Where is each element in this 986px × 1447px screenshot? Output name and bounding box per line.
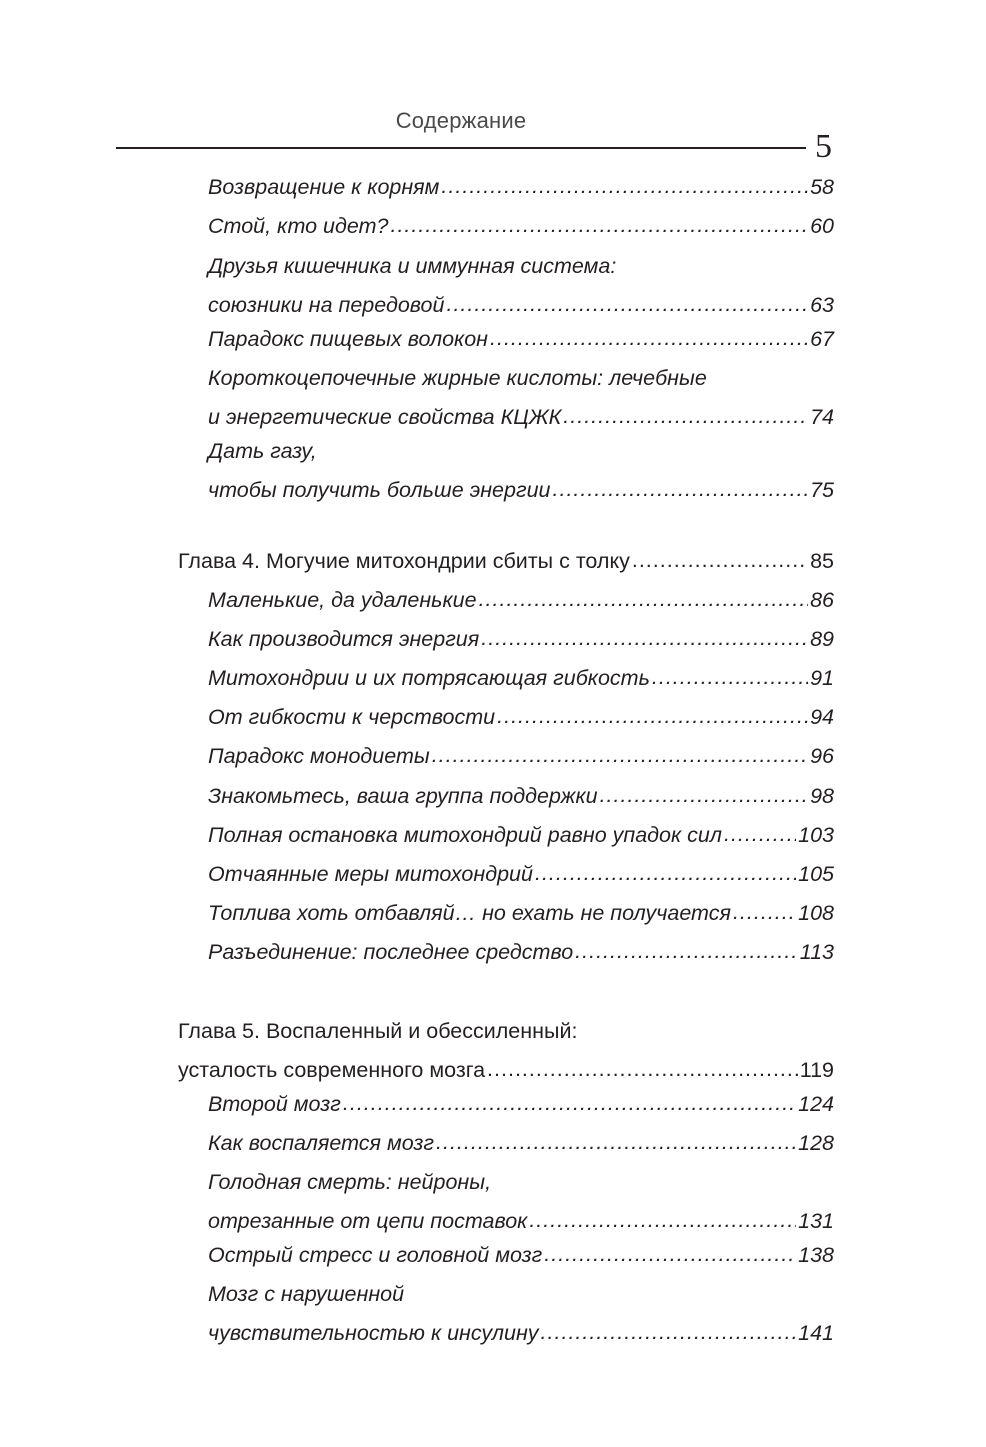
dot-leader: [563, 397, 808, 436]
dot-leader: [553, 470, 809, 509]
dot-leader: [652, 658, 808, 697]
toc-entry-title: Парадокс пищевых волокон: [208, 327, 488, 351]
toc-page-number: 141: [798, 1321, 834, 1345]
toc-page-number: 108: [798, 901, 834, 925]
toc-page-number: 105: [798, 862, 834, 886]
toc-section-entry: [208, 698, 834, 737]
toc-page-number: 138: [798, 1243, 834, 1267]
toc-section-entry: [208, 659, 834, 698]
toc-entry-title: Разъединение: последнее средство: [208, 940, 574, 964]
dot-leader: [733, 893, 796, 932]
dot-leader: [541, 1313, 797, 1352]
toc-page-number: 91: [810, 666, 834, 690]
toc-entry-title: Отчаянные меры митохондрий: [208, 862, 533, 886]
toc-entry-title: Знакомьтесь, ваша группа поддержки: [208, 784, 598, 808]
toc-section-entry: [208, 737, 834, 776]
toc-section-entry: [208, 1085, 834, 1124]
toc-entry-title: Острый стресс и головной мозг: [208, 1243, 543, 1267]
toc-section-entry: [208, 320, 834, 359]
dot-leader: [600, 776, 809, 815]
toc-entry-title: Глава 4. Могучие митохондрии сбиты с толку: [178, 549, 630, 573]
toc-entry-title: чувствительностью к инсулину: [208, 1321, 539, 1345]
toc-entry-title-line: Голодная смерть: нейроны,: [208, 1170, 492, 1194]
toc-page-number: 63: [810, 293, 834, 317]
toc-page-number: 128: [798, 1131, 834, 1155]
toc-page-number: 94: [810, 705, 834, 729]
dot-leader: [497, 697, 808, 736]
toc-section-entry: [208, 207, 834, 246]
toc-page-number: 124: [798, 1092, 834, 1116]
toc-entry-title: чтобы получить больше энергии: [208, 478, 551, 502]
toc-section-entry: [208, 1124, 834, 1163]
toc-entry-title: отрезанные от цепи поставок: [208, 1209, 528, 1233]
toc-section-entry: [208, 359, 834, 437]
toc-entry-title-line: Мозг с нарушенной: [208, 1282, 405, 1306]
toc-entry-title: Полная остановка митохондрий равно упадок сил: [208, 823, 722, 847]
toc-entry-title: Второй мозг: [208, 1092, 341, 1116]
toc-page-number: 89: [810, 627, 834, 651]
toc-section-entry: [208, 855, 834, 894]
toc-page-number: 74: [810, 405, 834, 429]
toc-section-entry: [208, 777, 834, 816]
toc-entry-title: союзники на передовой: [208, 293, 445, 317]
toc-entry-title-line: Короткоцепочечные жирные кислоты: лечебные: [208, 366, 707, 390]
dot-leader: [632, 541, 808, 580]
toc-page-number: 85: [810, 549, 834, 573]
toc-page-number: 131: [798, 1209, 834, 1233]
toc-chapter-entry: [178, 542, 834, 581]
toc-section-entry: [208, 581, 834, 620]
toc-entry-title: Стой, кто идет?: [208, 214, 389, 238]
toc-section-entry: [208, 432, 834, 510]
toc-section-entry: [208, 1163, 834, 1241]
dot-leader: [724, 815, 796, 854]
toc-section-entry: [208, 168, 834, 207]
toc-page-number: 98: [810, 784, 834, 808]
toc-page-number: 60: [810, 214, 834, 238]
toc-entry-title: Маленькие, да удаленькие: [208, 588, 477, 612]
toc-section-entry: [208, 1275, 834, 1353]
dot-leader: [544, 1235, 796, 1274]
toc-entry-title-line: Глава 5. Воспаленный и обессиленный:: [178, 1019, 578, 1043]
toc-entry-title: Парадокс монодиеты: [208, 744, 430, 768]
toc-entry-title: Как воспаляется мозг: [208, 1131, 435, 1155]
toc-page-number: 75: [810, 478, 834, 502]
dot-leader: [441, 167, 808, 206]
toc-page-number: 113: [799, 940, 834, 964]
toc-section-entry: [208, 933, 834, 972]
running-title: Содержание: [395, 108, 527, 133]
toc-page-number: 86: [810, 588, 834, 612]
toc-section-entry: [208, 247, 834, 325]
toc-entry-title: Возвращение к корням: [208, 175, 440, 199]
toc-page-number: 119: [799, 1058, 834, 1082]
dot-leader: [390, 206, 808, 245]
toc-entry-title-line: Друзья кишечника и иммунная система:: [208, 254, 617, 278]
header-rule: [116, 147, 806, 149]
toc-page-number: 96: [810, 744, 834, 768]
toc-entry-title: Митохондрии и их потрясающая гибкость: [208, 666, 650, 690]
dot-leader: [432, 736, 808, 775]
toc-section-entry: [208, 816, 834, 855]
toc-page-number: 58: [810, 175, 834, 199]
toc-section-entry: [208, 1236, 834, 1275]
dot-leader: [481, 619, 808, 658]
page-number: 5: [815, 128, 832, 165]
toc-section-entry: [208, 620, 834, 659]
toc-entry-title: Как производится энергия: [208, 627, 480, 651]
toc-page-number: 103: [798, 823, 834, 847]
toc-entry-title-line: Дать газу,: [208, 439, 317, 463]
toc-entry-title: усталость современного мозга: [178, 1058, 486, 1082]
toc-chapter-entry: [178, 1012, 834, 1090]
toc-entry-title: и энергетические свойства КЦЖК: [208, 405, 562, 429]
dot-leader: [490, 319, 808, 358]
dot-leader: [343, 1084, 796, 1123]
dot-leader: [436, 1123, 796, 1162]
dot-leader: [535, 854, 796, 893]
toc-entry-title: От гибкости к черствости: [208, 705, 496, 729]
dot-leader: [575, 932, 798, 971]
toc-entry-title: Топлива хоть отбавляй… но ехать не получается: [208, 901, 731, 925]
toc-page-number: 67: [810, 327, 834, 351]
dot-leader: [479, 580, 809, 619]
toc-section-entry: [208, 894, 834, 933]
